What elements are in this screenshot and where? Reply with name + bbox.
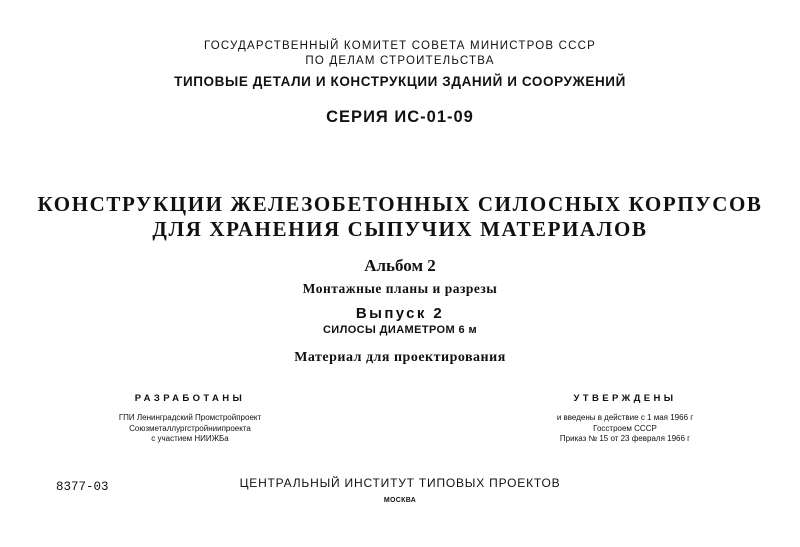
institute-name: ЦЕНТРАЛЬНЫЙ ИНСТИТУТ ТИПОВЫХ ПРОЕКТОВ	[239, 476, 561, 490]
purpose-line: Материал для проектирования	[294, 350, 506, 365]
committee-line-1: ГОСУДАРСТВЕННЫЙ КОМИТЕТ СОВЕТА МИНИСТРОВ СССР	[203, 40, 597, 52]
document-title-line-2: ДЛЯ ХРАНЕНИЯ СЫПУЧИХ МАТЕРИАЛОВ	[152, 217, 648, 241]
collection-title: ТИПОВЫЕ ДЕТАЛИ И КОНСТРУКЦИИ ЗДАНИЙ И СООРУЖЕНИЙ	[174, 74, 626, 89]
series-title: СЕРИЯ ИС-01-09	[326, 108, 474, 126]
developer-line: Союзметаллургстройниипроекта	[129, 423, 251, 433]
album-label: Альбом 2	[364, 256, 436, 275]
approval-line: и введены в действие с 1 мая 1966 г	[556, 413, 694, 422]
issue-label: Выпуск 2	[355, 305, 445, 322]
approval-line: Госстроем СССР	[593, 423, 657, 433]
issue-subtitle: СИЛОСЫ ДИАМЕТРОМ 6 м	[322, 324, 478, 336]
document-title-line-1: КОНСТРУКЦИИ ЖЕЛЕЗОБЕТОННЫХ СИЛОСНЫХ КОРПУСОВ	[37, 192, 763, 216]
album-subtitle: Монтажные планы и разрезы	[302, 281, 498, 296]
developed-by-block	[70, 393, 310, 445]
developed-by-heading: РАЗРАБОТАНЫ	[134, 393, 246, 404]
developer-line: с участием НИИЖБа	[151, 434, 229, 443]
city-name: МОСКВА	[383, 497, 417, 504]
approval-line: Приказ № 15 от 23 февраля 1966 г	[559, 434, 691, 443]
developer-line: ГПИ Ленинградский Промстройпроект	[118, 413, 262, 422]
document-code: 8377-03	[56, 480, 109, 494]
approved-block	[520, 393, 730, 445]
approved-heading: УТВЕРЖДЕНЫ	[573, 393, 677, 404]
committee-line-2: ПО ДЕЛАМ СТРОИТЕЛЬСТВА	[305, 55, 495, 67]
